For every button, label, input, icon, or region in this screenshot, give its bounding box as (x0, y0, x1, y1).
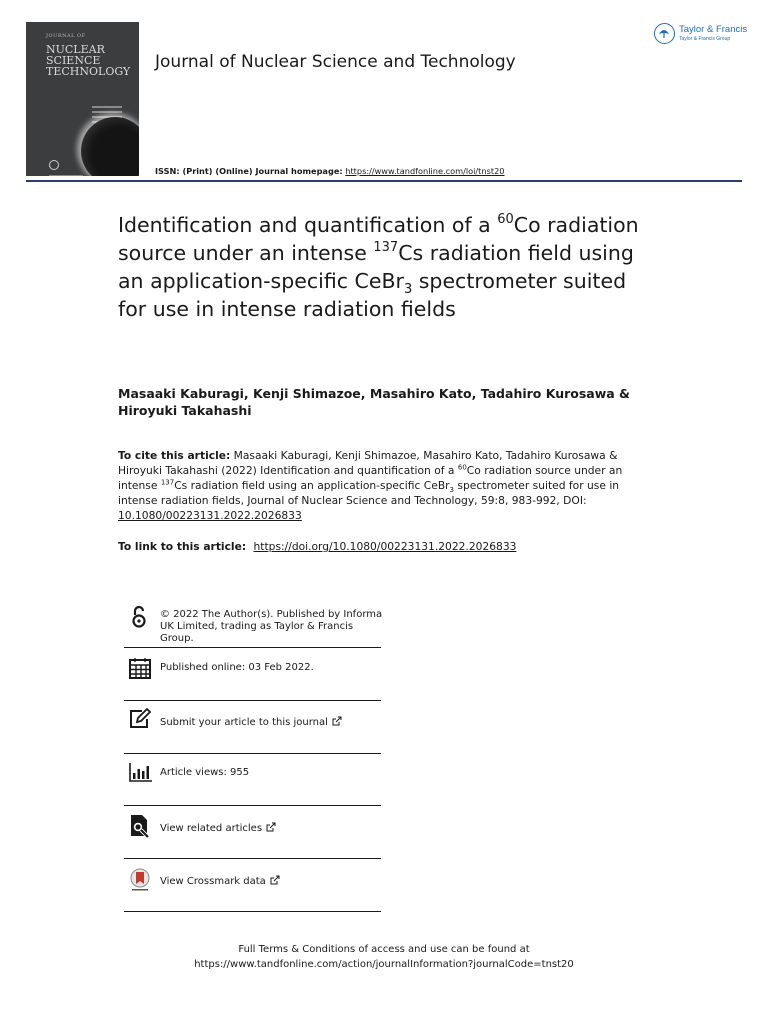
info-divider (124, 753, 381, 754)
published-date: Published online: 03 Feb 2022. (160, 662, 314, 673)
info-divider (124, 647, 381, 648)
submit-article-item[interactable] (124, 707, 381, 735)
article-doi-link[interactable]: https://doi.org/10.1080/00223131.2022.2026833 (253, 540, 517, 553)
terms-text: Full Terms & Conditions of access and use can be found at (238, 944, 530, 955)
publisher-logo-icon (654, 23, 675, 44)
journal-cover-image (26, 22, 139, 176)
info-divider (124, 911, 381, 912)
info-divider (124, 858, 381, 859)
journal-title[interactable]: Journal of Nuclear Science and Technology (155, 52, 516, 72)
edit-icon (128, 707, 152, 731)
citation-block: To cite this article: Masaaki Kaburagi, Kenji Shimazoe, Masahiro Kato, Tadahiro Kurosawa & Hiroyuki Takahashi (2022) Identification and quantification of a $^{60}$Co radiation source under an intense $^{137}$Cs radiation field using an application-specific CeBr$_3$ spectrometer suited for use in intense radiation fields, Journal of Nuclear Science and Technology, 59:8, 983-992, DOI: 10.1080/00223131.2022.2026833 (118, 449, 623, 522)
issn-line (155, 166, 504, 176)
article-title: Identification and quantification of a $^{60}$Co radiation source under an intense $^{137}$Cs radiation field using an application-specific CeBr$_3$ spectrometer suited for use in intense radiation fields (118, 212, 639, 321)
crossmark-link[interactable]: View Crossmark data (160, 875, 280, 888)
published-item (124, 656, 381, 680)
external-link-icon (270, 875, 280, 885)
article-views-item (124, 760, 381, 784)
cover-text-technology: TECHNOLOGY (46, 65, 131, 78)
link-label: To link to this article: (118, 540, 247, 553)
open-access-icon (128, 605, 152, 629)
crossmark-icon (128, 868, 152, 892)
issn-label: ISSN: (Print) (Online) Journal homepage: (155, 166, 343, 176)
open-access-item (124, 603, 381, 647)
info-divider (124, 805, 381, 806)
article-views-count: Article views: 955 (160, 767, 250, 778)
external-link-icon (266, 822, 276, 832)
crossmark-item[interactable] (124, 866, 381, 896)
cover-text-science: SCIENCE (46, 54, 101, 67)
external-link-icon (332, 716, 342, 726)
calendar-icon (128, 656, 152, 680)
citation-doi-link[interactable]: 10.1080/00223131.2022.2026833 (118, 509, 302, 522)
bar-chart-icon (128, 760, 152, 784)
cover-text-nuclear: NUCLEAR (46, 43, 105, 56)
cover-seal-icon (49, 160, 59, 170)
submit-article-link[interactable]: Submit your article to this journal (160, 716, 342, 729)
terms-footer (0, 942, 768, 972)
terms-link[interactable]: https://www.tandfonline.com/action/journalInformation?journalCode=tnst20 (194, 959, 574, 970)
citation-label: To cite this article: (118, 449, 231, 462)
article-authors: Masaaki Kaburagi, Kenji Shimazoe, Masahiro Kato, Tadahiro Kurosawa & Hiroyuki Takahashi (118, 386, 630, 418)
header-divider (26, 180, 742, 182)
publisher-logo[interactable] (654, 22, 754, 48)
journal-homepage-link[interactable]: https://www.tandfonline.com/loi/tnst20 (345, 166, 505, 176)
publisher-group: Taylor & Francis Group (679, 36, 731, 42)
related-articles-item[interactable] (124, 814, 381, 842)
cover-text-journal-of: JOURNAL OF (46, 33, 86, 39)
publisher-name: Taylor & Francis (679, 24, 748, 35)
cover-footer-lines (49, 175, 83, 176)
article-link-line (118, 540, 516, 553)
cover-eclipse-graphic (81, 117, 139, 176)
document-search-icon (128, 814, 152, 838)
related-articles-link[interactable]: View related articles (160, 822, 276, 835)
info-divider (124, 700, 381, 701)
open-access-text: © 2022 The Author(s). Published by Informa UK Limited, trading as Taylor & Francis Group. (160, 609, 383, 644)
